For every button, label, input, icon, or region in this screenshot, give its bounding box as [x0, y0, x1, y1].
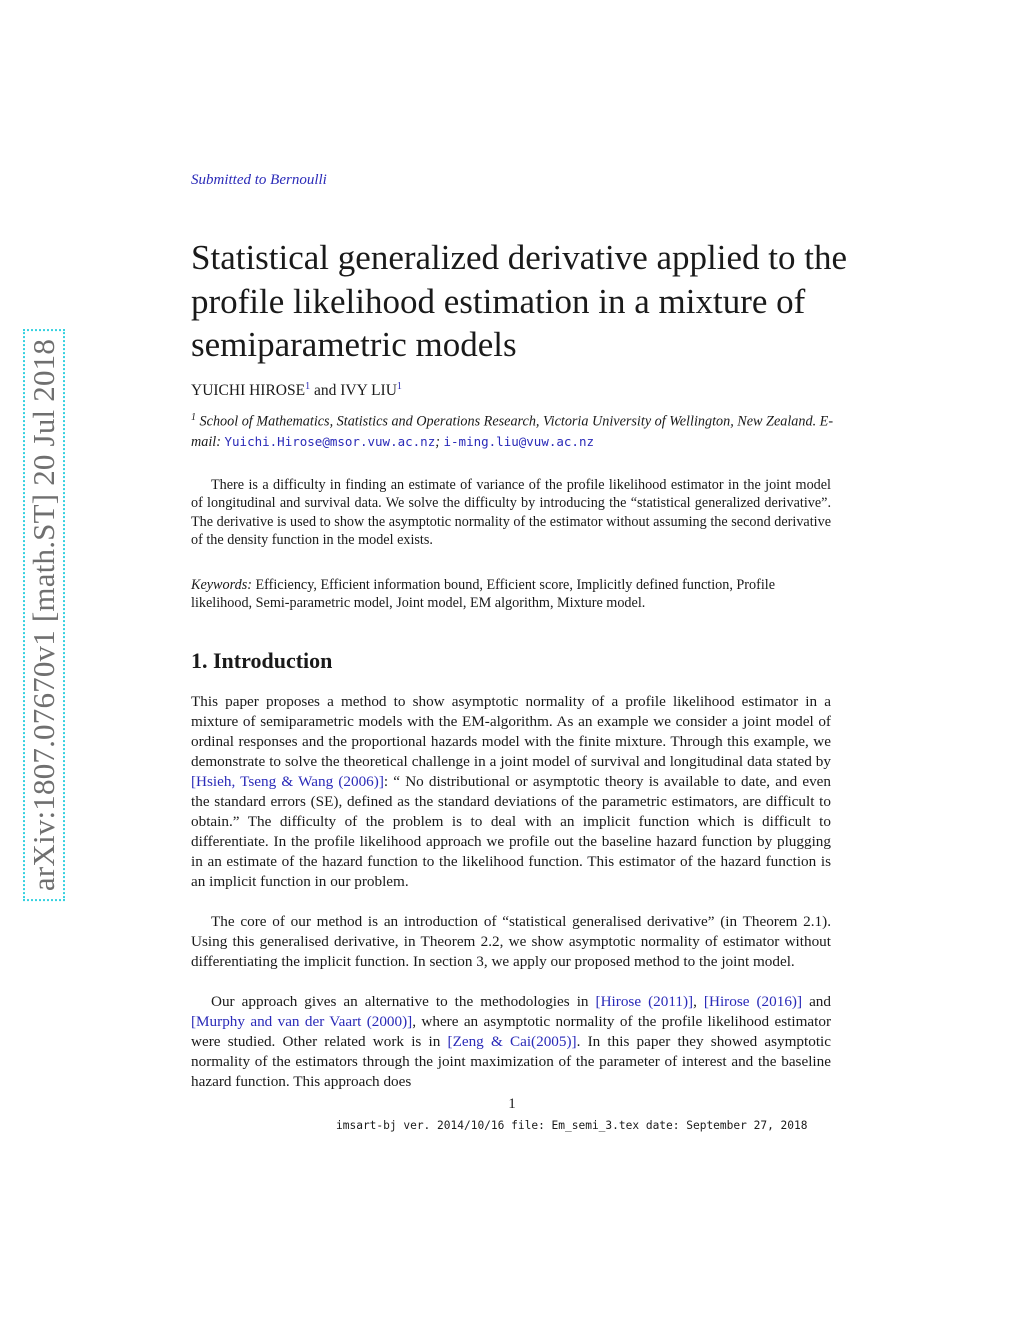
- paragraph-text: This paper proposes a method to show asymptotic normality of a profile likelihood estimator in a mixture of semiparametric models with the EM-algorithm. As an example we consider a joint model of ordinal responses and the proportional hazards model with the finite mixture. Through this example, we demonstrate to solve the theoretical challenge in a joint model of survival and longitudinal data stated by: [191, 693, 831, 770]
- paragraph-text: : “ No distributional or asymptotic theory is available to date, and even the standard errors (SE), defined as the standard deviations of the parametric estimators, are difficult to obtain.” The difficulty of the problem is to deal with an implicit function which is difficult to differentiate. In the profile likelihood approach we profile out the baseline hazard function by plugging in an estimate of the hazard function to the likelihood function. This estimator of the hazard function is an implicit function in our problem.: [191, 773, 831, 890]
- email-separator: ;: [435, 433, 444, 450]
- author-name: YUICHI HIROSE: [191, 382, 306, 400]
- keywords-label: Keywords:: [191, 577, 252, 593]
- paragraph-text: , where an asymptotic normality of the profile likelihood estimator were studied. Other related work is in: [191, 1013, 831, 1050]
- body-paragraph: The core of our method is an introduction of “statistical generalised derivative” (in Theorem 2.1). Using this generalised derivative, in Theorem 2.2, we show asymptotic normality of estimator without differentiating the implicit function. In section 3, we apply our proposed method to the joint model.: [191, 913, 831, 970]
- abstract: There is a difficulty in finding an estimate of variance of the profile likelihood estimator in the joint model of longitudinal and survival data. We solve the difficulty by introducing the “statistical generalized derivative”. The derivative is used to show the asymptotic normality of the estimator without assuming the second derivative of the density function in the model exists.: [191, 477, 831, 548]
- footer-metadata: imsart-bj ver. 2014/10/16 file: Em_semi_3.tex date: September 27, 2018: [336, 1119, 808, 1132]
- paragraph-text: ,: [693, 993, 704, 1010]
- affiliation: [191, 408, 851, 452]
- author-line: [191, 381, 402, 400]
- citation-link[interactable]: [Hirose (2016)]: [703, 993, 803, 1010]
- author-name: IVY LIU: [340, 382, 397, 400]
- citation-link[interactable]: [Zeng & Cai(2005)]: [447, 1033, 577, 1050]
- section-heading: 1. Introduction: [191, 648, 333, 673]
- affiliation-marker-link[interactable]: 1: [396, 381, 402, 392]
- email-link[interactable]: Yuichi.Hirose@msor.vuw.ac.nz: [224, 433, 436, 449]
- paragraph-text: . In this paper they showed asymptotic normality of the estimators through the joint maximization of the parameter of interest and the baseline hazard function. This approach does: [191, 1033, 832, 1090]
- keywords: [191, 576, 831, 613]
- paragraph-text: Our approach gives an alternative to the methodologies in: [211, 993, 596, 1010]
- affiliation-marker: 1: [191, 412, 196, 423]
- arxiv-identifier-stamp[interactable]: arXiv:1807.07670v1 [math.ST] 20 Jul 2018: [23, 329, 65, 901]
- affiliation-marker-link[interactable]: 1: [305, 381, 311, 392]
- body-paragraph: [191, 992, 831, 1092]
- affiliation-text: School of Mathematics, Statistics and Operations Research, Victoria University of Wellington, New Zealand. E-mail:: [191, 413, 834, 450]
- page-number: 1: [508, 1096, 516, 1112]
- paragraph-text: and: [802, 993, 831, 1010]
- citation-link[interactable]: [Hsieh, Tseng & Wang (2006)]: [191, 773, 384, 790]
- author-conjunction: and: [310, 382, 341, 400]
- journal-header-link[interactable]: Submitted to Bernoulli: [191, 172, 327, 188]
- citation-link[interactable]: [Hirose (2011)]: [595, 993, 694, 1010]
- email-link[interactable]: i-ming.liu@vuw.ac.nz: [443, 433, 595, 449]
- keywords-list: Efficiency, Efficient information bound, Efficient score, Implicitly defined function, Profile likelihood, Semi-parametric model, Joint model, EM algorithm, Mixture model.: [191, 577, 776, 612]
- paper-title: Statistical generalized derivative applied to the profile likelihood estimation in a mixture of semiparametric models: [191, 238, 847, 364]
- citation-link[interactable]: [Murphy and van der Vaart (2000)]: [191, 1013, 413, 1030]
- body-paragraph: [191, 692, 831, 892]
